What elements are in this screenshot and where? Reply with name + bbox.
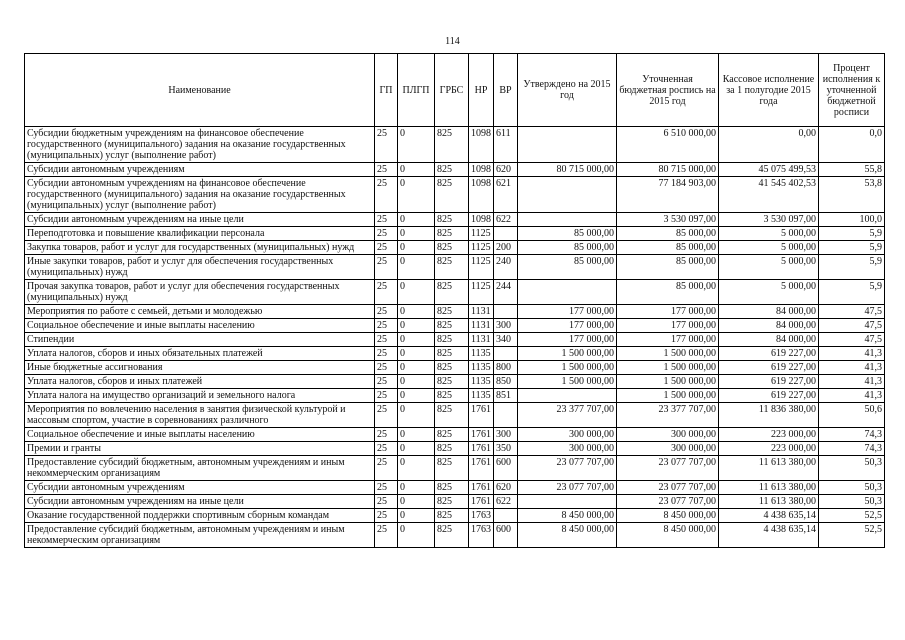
cell-gp: 25 [375,361,398,375]
cell-approved [518,389,617,403]
cell-gp: 25 [375,127,398,163]
cell-refined: 23 377 707,00 [617,403,719,428]
cell-percent: 41,3 [819,375,885,389]
cell-np: 1761 [469,442,494,456]
table-row [25,428,885,442]
cell-approved: 177 000,00 [518,305,617,319]
cell-percent: 50,6 [819,403,885,428]
cell-grbs: 825 [435,509,469,523]
cell-cash: 11 613 380,00 [719,456,819,481]
cell-np: 1761 [469,481,494,495]
cell-grbs: 825 [435,255,469,280]
cell-approved: 1 500 000,00 [518,347,617,361]
cell-cash: 11 613 380,00 [719,495,819,509]
cell-percent: 74,3 [819,428,885,442]
header-vr: ВР [494,54,518,127]
cell-percent: 52,5 [819,523,885,548]
cell-name: Иные закупки товаров, работ и услуг для обеспечения государственных (муниципальных) нужд [25,255,375,280]
cell-percent: 5,9 [819,227,885,241]
budget-table [24,53,885,548]
cell-name: Уплата налогов, сборов и иных платежей [25,375,375,389]
cell-gp: 25 [375,241,398,255]
cell-vr: 350 [494,442,518,456]
cell-grbs: 825 [435,319,469,333]
cell-gp: 25 [375,403,398,428]
header-cash: Кассовое исполнение за 1 полугодие 2015 года [719,54,819,127]
cell-percent: 5,9 [819,280,885,305]
cell-np: 1098 [469,177,494,213]
cell-plgp: 0 [398,428,435,442]
cell-approved: 23 077 707,00 [518,456,617,481]
cell-refined: 6 510 000,00 [617,127,719,163]
cell-vr: 600 [494,523,518,548]
cell-approved: 300 000,00 [518,428,617,442]
cell-vr: 850 [494,375,518,389]
table-row [25,255,885,280]
table-row [25,481,885,495]
cell-np: 1125 [469,227,494,241]
cell-refined: 300 000,00 [617,442,719,456]
table-row [25,389,885,403]
cell-percent: 50,3 [819,481,885,495]
cell-plgp: 0 [398,347,435,361]
table-row [25,213,885,227]
page-number: 114 [445,36,460,47]
cell-gp: 25 [375,495,398,509]
cell-plgp: 0 [398,305,435,319]
cell-approved [518,177,617,213]
table-header-row [25,54,885,127]
cell-name: Уплата налогов, сборов и иных обязательных платежей [25,347,375,361]
cell-percent: 50,3 [819,456,885,481]
table-row [25,319,885,333]
cell-gp: 25 [375,456,398,481]
cell-refined: 177 000,00 [617,305,719,319]
cell-approved: 85 000,00 [518,255,617,280]
cell-grbs: 825 [435,523,469,548]
cell-grbs: 825 [435,442,469,456]
cell-refined: 85 000,00 [617,255,719,280]
cell-np: 1125 [469,280,494,305]
header-percent: Процент исполнения к уточненной бюджетной росписи [819,54,885,127]
cell-gp: 25 [375,163,398,177]
cell-percent: 52,5 [819,509,885,523]
cell-approved: 1 500 000,00 [518,361,617,375]
cell-percent: 0,0 [819,127,885,163]
cell-name: Переподготовка и повышение квалификации персонала [25,227,375,241]
cell-gp: 25 [375,509,398,523]
cell-cash: 0,00 [719,127,819,163]
cell-refined: 85 000,00 [617,241,719,255]
cell-np: 1135 [469,375,494,389]
cell-refined: 177 000,00 [617,319,719,333]
header-approved: Утверждено на 2015 год [518,54,617,127]
cell-refined: 8 450 000,00 [617,523,719,548]
cell-np: 1098 [469,163,494,177]
cell-plgp: 0 [398,442,435,456]
cell-vr: 600 [494,456,518,481]
cell-percent: 47,5 [819,333,885,347]
cell-plgp: 0 [398,333,435,347]
cell-cash: 619 227,00 [719,389,819,403]
cell-gp: 25 [375,227,398,241]
cell-approved: 8 450 000,00 [518,509,617,523]
table-row [25,227,885,241]
cell-vr: 200 [494,241,518,255]
cell-refined: 23 077 707,00 [617,481,719,495]
cell-name: Прочая закупка товаров, работ и услуг для обеспечения государственных (муниципальных) нужд [25,280,375,305]
cell-cash: 5 000,00 [719,241,819,255]
cell-approved [518,280,617,305]
cell-name: Предоставление субсидий бюджетным, автономным учреждениям и иным некоммерческим организациям [25,456,375,481]
cell-plgp: 0 [398,509,435,523]
table-body [25,127,885,548]
cell-cash: 41 545 402,53 [719,177,819,213]
cell-name: Иные бюджетные ассигнования [25,361,375,375]
table-row [25,333,885,347]
cell-cash: 84 000,00 [719,305,819,319]
cell-vr: 800 [494,361,518,375]
cell-vr: 611 [494,127,518,163]
cell-grbs: 825 [435,428,469,442]
cell-vr [494,227,518,241]
cell-cash: 4 438 635,14 [719,523,819,548]
cell-np: 1763 [469,509,494,523]
cell-gp: 25 [375,177,398,213]
cell-np: 1098 [469,213,494,227]
cell-name: Стипендии [25,333,375,347]
cell-percent: 47,5 [819,319,885,333]
cell-percent: 41,3 [819,347,885,361]
cell-np: 1125 [469,255,494,280]
table-row [25,241,885,255]
cell-gp: 25 [375,428,398,442]
cell-approved: 23 077 707,00 [518,481,617,495]
cell-gp: 25 [375,305,398,319]
table-row [25,442,885,456]
cell-name: Субсидии автономным учреждениям [25,163,375,177]
cell-cash: 5 000,00 [719,280,819,305]
cell-refined: 23 077 707,00 [617,456,719,481]
cell-name: Субсидии бюджетным учреждениям на финансовое обеспечение государственного (муниципального) задания на оказание государственных (муниципальных) услуг (выполнение работ) [25,127,375,163]
cell-plgp: 0 [398,163,435,177]
cell-name: Субсидии автономным учреждениям на финансовое обеспечение государственного (муниципального) задания на оказание государственных (муниципальных) услуг (выполнение работ) [25,177,375,213]
table-row [25,127,885,163]
cell-cash: 11 836 380,00 [719,403,819,428]
cell-approved: 23 377 707,00 [518,403,617,428]
cell-refined: 1 500 000,00 [617,389,719,403]
cell-percent: 41,3 [819,389,885,403]
cell-percent: 47,5 [819,305,885,319]
cell-plgp: 0 [398,361,435,375]
cell-np: 1135 [469,347,494,361]
cell-np: 1761 [469,456,494,481]
cell-np: 1135 [469,389,494,403]
cell-grbs: 825 [435,403,469,428]
cell-vr: 300 [494,319,518,333]
cell-cash: 619 227,00 [719,375,819,389]
cell-grbs: 825 [435,305,469,319]
cell-plgp: 0 [398,177,435,213]
cell-vr: 340 [494,333,518,347]
cell-cash: 4 438 635,14 [719,509,819,523]
cell-vr [494,403,518,428]
cell-np: 1131 [469,305,494,319]
cell-gp: 25 [375,333,398,347]
cell-approved: 300 000,00 [518,442,617,456]
cell-name: Предоставление субсидий бюджетным, автономным учреждениям и иным некоммерческим организациям [25,523,375,548]
cell-name: Премии и гранты [25,442,375,456]
cell-refined: 300 000,00 [617,428,719,442]
header-plgp: ПЛГП [398,54,435,127]
cell-percent: 5,9 [819,255,885,280]
cell-percent: 50,3 [819,495,885,509]
cell-plgp: 0 [398,319,435,333]
cell-np: 1131 [469,319,494,333]
cell-vr: 622 [494,495,518,509]
cell-refined: 85 000,00 [617,280,719,305]
cell-plgp: 0 [398,213,435,227]
header-gp: ГП [375,54,398,127]
table-row [25,163,885,177]
cell-refined: 1 500 000,00 [617,375,719,389]
cell-gp: 25 [375,280,398,305]
cell-cash: 223 000,00 [719,428,819,442]
cell-grbs: 825 [435,127,469,163]
cell-name: Закупка товаров, работ и услуг для государственных (муниципальных) нужд [25,241,375,255]
cell-cash: 84 000,00 [719,319,819,333]
cell-cash: 3 530 097,00 [719,213,819,227]
cell-name: Субсидии автономным учреждениям [25,481,375,495]
cell-gp: 25 [375,481,398,495]
cell-name: Оказание государственной поддержки спортивным сборным командам [25,509,375,523]
cell-np: 1761 [469,428,494,442]
cell-approved: 177 000,00 [518,333,617,347]
cell-cash: 5 000,00 [719,255,819,280]
cell-percent: 55,8 [819,163,885,177]
cell-refined: 80 715 000,00 [617,163,719,177]
cell-name: Социальное обеспечение и иные выплаты населению [25,428,375,442]
header-grbs: ГРБС [435,54,469,127]
cell-plgp: 0 [398,403,435,428]
table-row [25,403,885,428]
cell-gp: 25 [375,375,398,389]
cell-approved: 8 450 000,00 [518,523,617,548]
cell-vr: 620 [494,481,518,495]
cell-name: Мероприятия по работе с семьей, детьми и молодежью [25,305,375,319]
cell-plgp: 0 [398,255,435,280]
cell-refined: 177 000,00 [617,333,719,347]
cell-refined: 85 000,00 [617,227,719,241]
cell-vr: 244 [494,280,518,305]
cell-percent: 53,8 [819,177,885,213]
cell-plgp: 0 [398,280,435,305]
cell-vr [494,305,518,319]
cell-cash: 11 613 380,00 [719,481,819,495]
cell-approved: 177 000,00 [518,319,617,333]
cell-grbs: 825 [435,375,469,389]
cell-grbs: 825 [435,481,469,495]
cell-vr: 240 [494,255,518,280]
cell-percent: 100,0 [819,213,885,227]
cell-cash: 619 227,00 [719,347,819,361]
cell-np: 1098 [469,127,494,163]
cell-np: 1761 [469,495,494,509]
cell-vr: 621 [494,177,518,213]
cell-gp: 25 [375,523,398,548]
table-row [25,361,885,375]
cell-plgp: 0 [398,481,435,495]
cell-name: Уплата налога на имущество организаций и земельного налога [25,389,375,403]
table-row [25,456,885,481]
cell-refined: 23 077 707,00 [617,495,719,509]
cell-grbs: 825 [435,241,469,255]
cell-vr [494,509,518,523]
table-row [25,177,885,213]
cell-refined: 1 500 000,00 [617,361,719,375]
cell-vr: 851 [494,389,518,403]
cell-cash: 5 000,00 [719,227,819,241]
cell-plgp: 0 [398,495,435,509]
cell-approved [518,495,617,509]
cell-plgp: 0 [398,456,435,481]
cell-name: Социальное обеспечение и иные выплаты населению [25,319,375,333]
cell-approved [518,213,617,227]
cell-refined: 77 184 903,00 [617,177,719,213]
cell-approved: 85 000,00 [518,227,617,241]
cell-grbs: 825 [435,347,469,361]
cell-refined: 8 450 000,00 [617,509,719,523]
cell-grbs: 825 [435,361,469,375]
cell-grbs: 825 [435,227,469,241]
cell-grbs: 825 [435,495,469,509]
cell-gp: 25 [375,213,398,227]
cell-plgp: 0 [398,523,435,548]
cell-cash: 619 227,00 [719,361,819,375]
cell-percent: 41,3 [819,361,885,375]
cell-vr: 620 [494,163,518,177]
cell-name: Мероприятия по вовлечению населения в занятия физической культурой и массовым спортом, участие в соревнованиях различного [25,403,375,428]
cell-np: 1761 [469,403,494,428]
cell-approved: 80 715 000,00 [518,163,617,177]
cell-np: 1763 [469,523,494,548]
cell-plgp: 0 [398,227,435,241]
cell-grbs: 825 [435,389,469,403]
cell-approved: 1 500 000,00 [518,375,617,389]
cell-vr: 622 [494,213,518,227]
cell-grbs: 825 [435,163,469,177]
cell-cash: 45 075 499,53 [719,163,819,177]
header-refined: Уточненная бюджетная роспись на 2015 год [617,54,719,127]
cell-name: Субсидии автономным учреждениям на иные цели [25,213,375,227]
cell-gp: 25 [375,389,398,403]
header-name: Наименование [25,54,375,127]
cell-percent: 5,9 [819,241,885,255]
cell-grbs: 825 [435,280,469,305]
cell-np: 1135 [469,361,494,375]
cell-cash: 223 000,00 [719,442,819,456]
cell-gp: 25 [375,442,398,456]
cell-refined: 3 530 097,00 [617,213,719,227]
cell-grbs: 825 [435,177,469,213]
table-row [25,375,885,389]
cell-grbs: 825 [435,333,469,347]
cell-plgp: 0 [398,375,435,389]
cell-np: 1125 [469,241,494,255]
cell-plgp: 0 [398,127,435,163]
cell-plgp: 0 [398,241,435,255]
cell-gp: 25 [375,319,398,333]
cell-gp: 25 [375,255,398,280]
cell-refined: 1 500 000,00 [617,347,719,361]
cell-vr: 300 [494,428,518,442]
cell-grbs: 825 [435,456,469,481]
cell-vr [494,347,518,361]
cell-percent: 74,3 [819,442,885,456]
cell-np: 1131 [469,333,494,347]
table-row [25,523,885,548]
table-row [25,280,885,305]
cell-approved [518,127,617,163]
table-row [25,495,885,509]
cell-name: Субсидии автономным учреждениям на иные цели [25,495,375,509]
cell-approved: 85 000,00 [518,241,617,255]
table-row [25,347,885,361]
cell-grbs: 825 [435,213,469,227]
cell-cash: 84 000,00 [719,333,819,347]
header-np: НР [469,54,494,127]
table-row [25,509,885,523]
cell-gp: 25 [375,347,398,361]
table-row [25,305,885,319]
cell-plgp: 0 [398,389,435,403]
